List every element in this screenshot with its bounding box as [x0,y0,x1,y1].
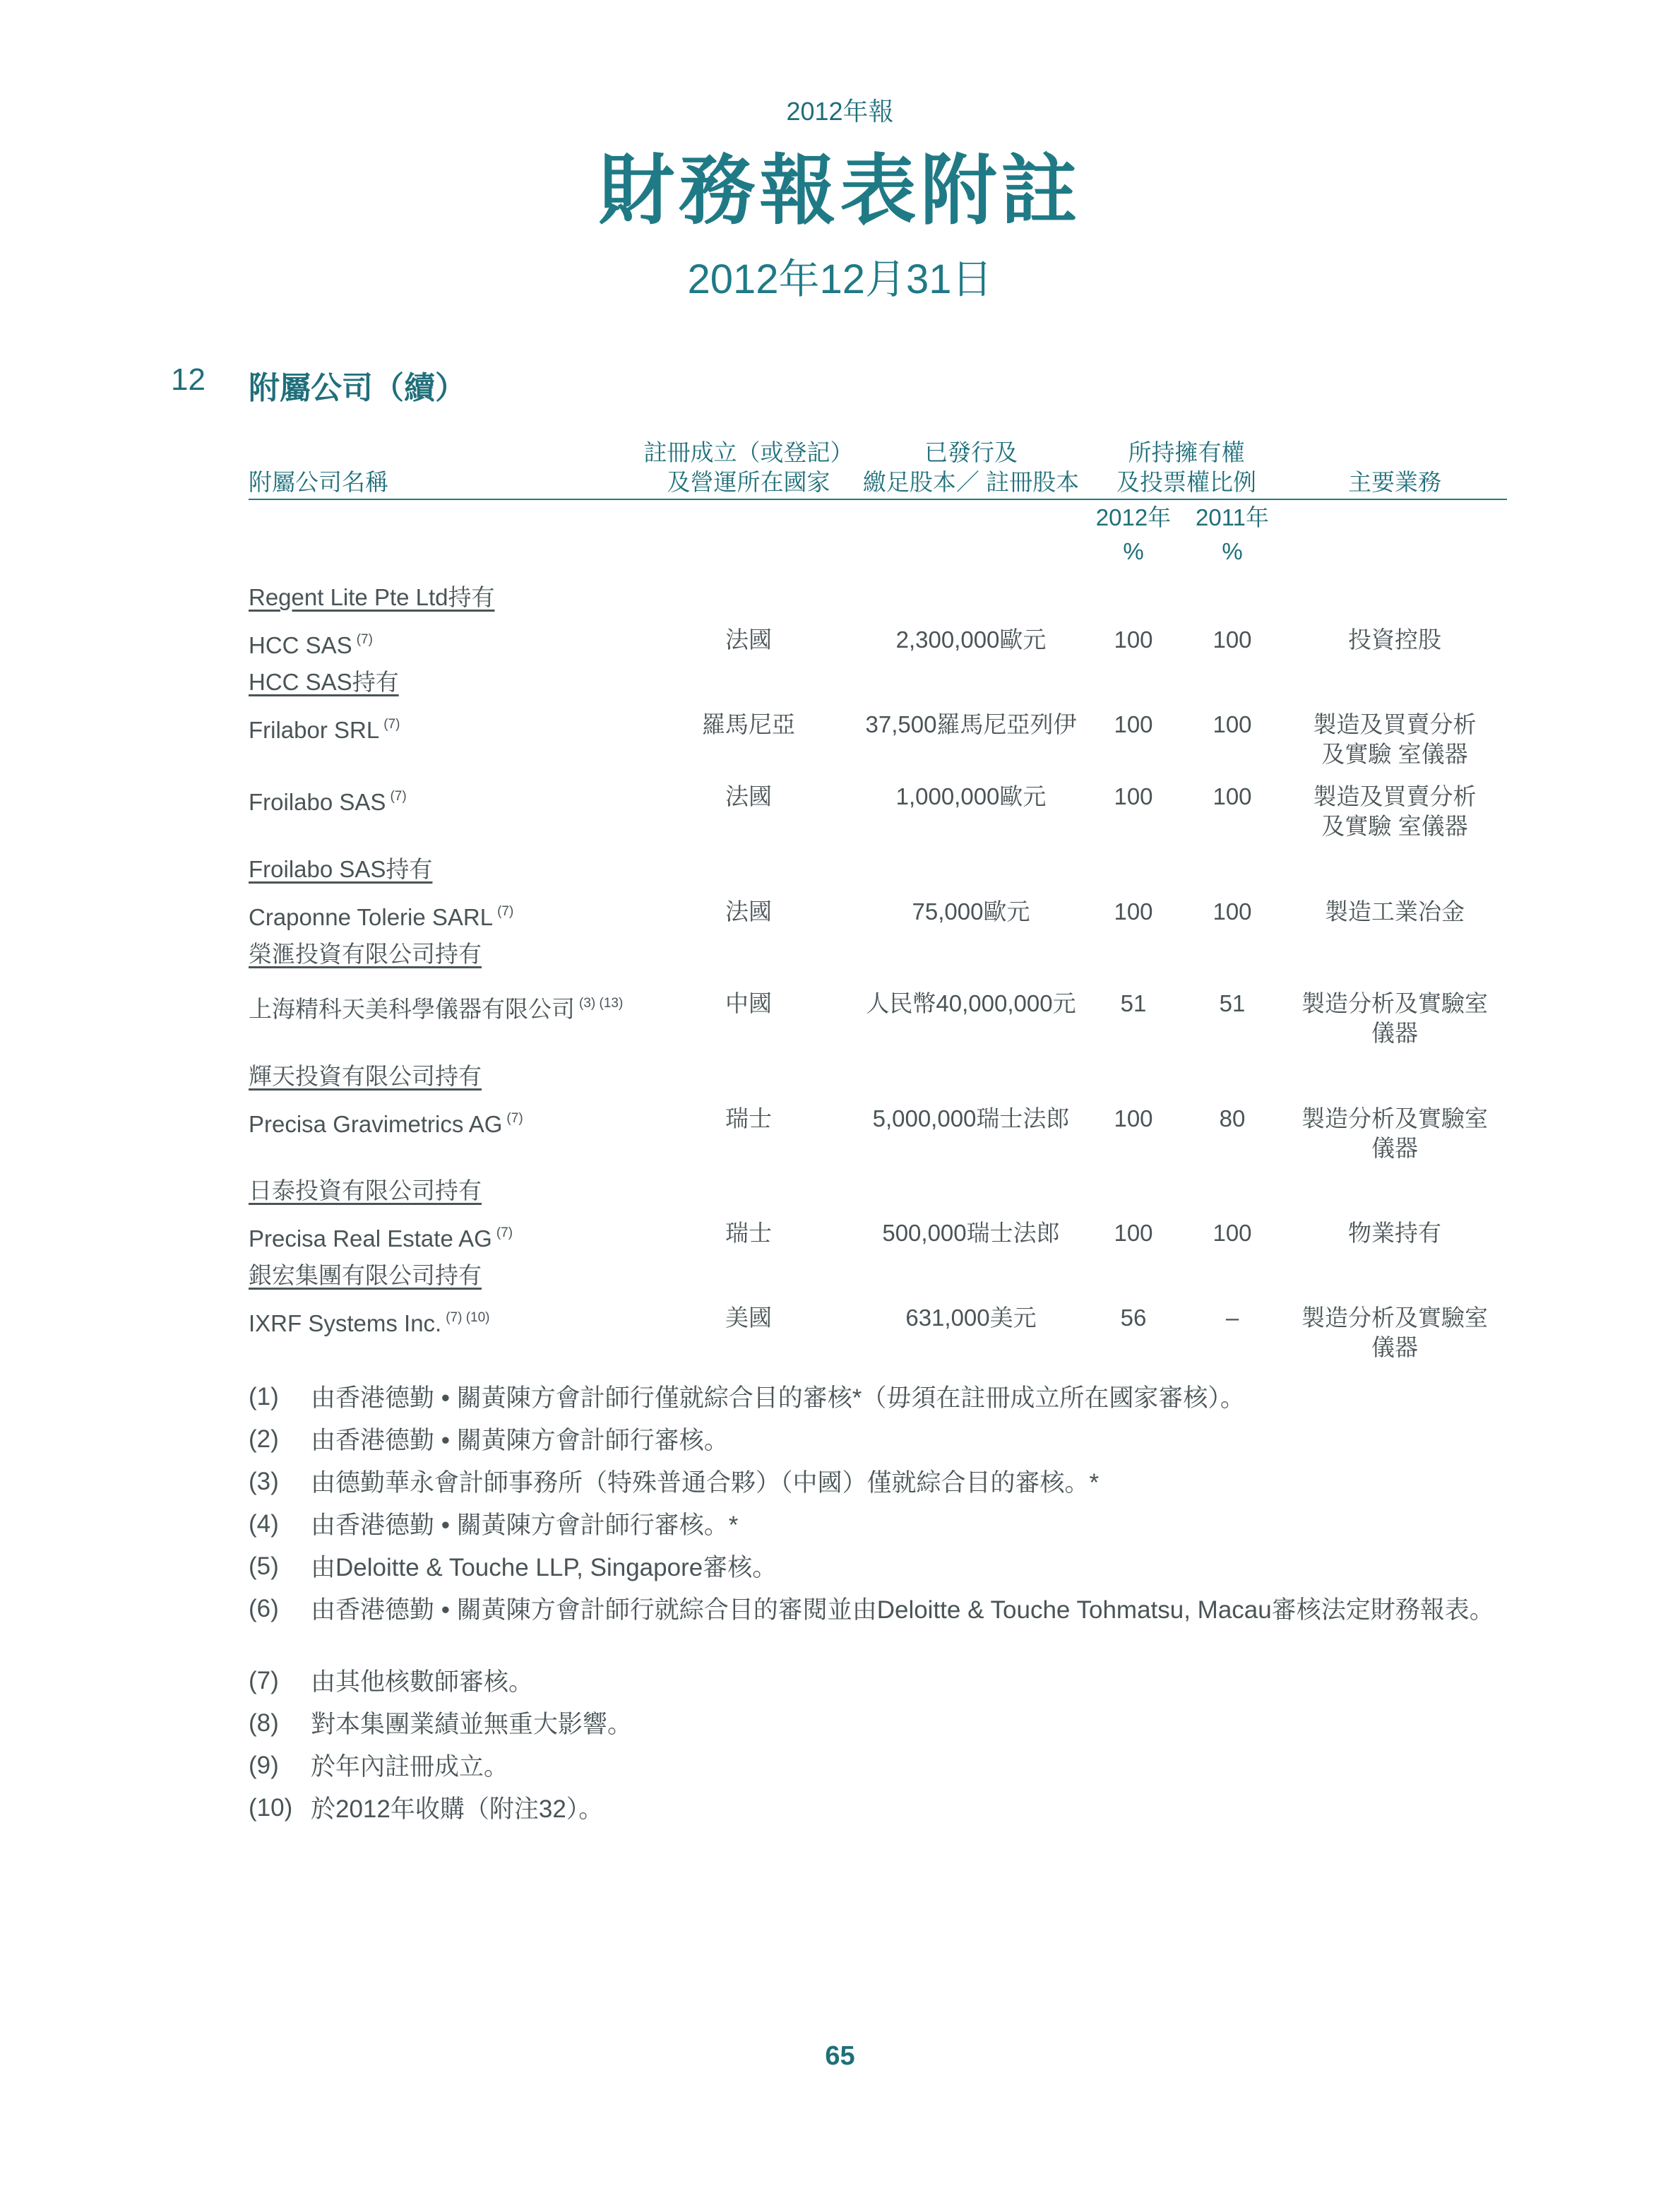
company-name: Craponne Tolerie SARL $^{(7)}$ [249,904,514,930]
ownership-2012: 100 [1114,1220,1153,1246]
ownership-2011: – [1225,1305,1239,1331]
business-line2: 及實驗 室儀器 [1321,813,1468,839]
company-name: Froilabo SAS $^{(7)}$ [249,789,407,815]
company-name: Frilabor SRL $^{(7)}$ [249,717,400,743]
footnote-ref: (7) [390,789,407,804]
ownership-2012: 56 [1120,1305,1147,1331]
note-text: 由德勤華永會計師事務所（特殊普通合夥）（中國）僅就綜合目的審核。* [311,1469,1100,1497]
note-number: (2) [249,1425,279,1453]
footnote-ref: (7) (10) [446,1310,490,1325]
capital: 人民幣40,000,000元 [866,990,1076,1016]
ownership-2011: 51 [1219,990,1246,1016]
header-year-2011: 2011年 [1196,504,1269,530]
ownership-2011: 100 [1213,626,1252,653]
ownership-2012: 100 [1114,783,1153,809]
capital: 5,000,000瑞士法郎 [872,1105,1070,1131]
note-number: (7) [249,1667,279,1694]
header-pct-2012: % [1123,538,1144,564]
header-capital-line2: 繳足股本／ 註冊股本 [862,469,1080,495]
business-line2: 及實驗 室儀器 [1321,741,1468,767]
business-line1: 製造及買賣分析 [1313,783,1477,809]
business-line2: 儀器 [1371,1334,1418,1360]
footnote-ref: (7) [383,717,400,732]
ownership-2012: 100 [1114,626,1153,653]
header-country-line2: 及營運所在國家 [667,469,830,495]
header-ownership-line1: 所持擁有權 [1128,439,1245,465]
company-name: Precisa Real Estate AG $^{(7)}$ [249,1225,513,1252]
note-number: (6) [249,1595,279,1622]
country: 法國 [725,626,772,653]
section-number: 12 [171,362,205,397]
capital: 75,000歐元 [912,898,1030,925]
footnote-ref: (7) [497,904,514,919]
company-name: IXRF Systems Inc. $^{(7) (10)}$ [249,1310,490,1336]
note-number: (4) [249,1510,279,1538]
note-number: (1) [249,1383,279,1410]
business-line1: 製造及買賣分析 [1313,711,1477,737]
group-heading: 榮滙投資有限公司持有 [249,941,482,967]
country: 瑞士 [725,1105,772,1131]
header-pct-2011: % [1222,538,1243,564]
ownership-2011: 100 [1213,898,1252,925]
note-text: 由香港德勤 • 關黃陳方會計師行審核。* [311,1511,739,1539]
footnote-ref: (7) [356,632,373,647]
footnote-ref: (7) [496,1225,513,1240]
capital: 500,000瑞士法郎 [882,1220,1060,1246]
ownership-2012: 51 [1120,990,1147,1016]
country: 美國 [725,1305,772,1331]
business-line1: 製造工業冶金 [1325,898,1465,925]
ownership-2012: 100 [1114,898,1153,925]
footnote-ref: (7) [506,1111,523,1126]
note-text: 於2012年收購（附注32）。 [311,1795,604,1823]
note-text: 對本集團業績並無重大影響。 [311,1711,633,1738]
note-number: (8) [249,1709,279,1737]
group-heading: Regent Lite Pte Ltd持有 [249,584,495,610]
header-country-line1: 註冊成立（或登記） [643,439,854,465]
note-text: 由Deloitte & Touche LLP, Singapore審核。 [311,1554,778,1581]
business-line2: 儀器 [1371,1020,1418,1046]
section-title: 附屬公司（續） [249,371,466,405]
business-line1: 投資控股 [1348,626,1441,653]
group-heading: HCC SAS持有 [249,669,399,695]
header-rule [249,499,1507,500]
header-business: 主要業務 [1348,469,1441,495]
footnote-ref: (3) (13) [579,996,624,1011]
country: 法國 [725,783,772,809]
note-text: 由其他核數師審核。 [311,1668,534,1696]
group-heading: 輝天投資有限公司持有 [249,1063,482,1089]
note-number: (10) [249,1794,293,1822]
ownership-2011: 100 [1213,783,1252,809]
capital: 2,300,000歐元 [895,626,1047,653]
note-number: (9) [249,1752,279,1779]
note-text: 由香港德勤 • 關黃陳方會計師行就綜合目的審閱並由Deloitte & Touche Tohmatsu, Macau審核法定財務報表。 [311,1596,1494,1624]
note-text: 由香港德勤 • 關黃陳方會計師行審核。 [311,1427,729,1454]
business-line1: 物業持有 [1348,1220,1441,1246]
header-capital-line1: 已發行及 [924,439,1018,465]
header-ownership-line2: 及投票權比例 [1116,469,1256,495]
company-name: Precisa Gravimetrics AG $^{(7)}$ [249,1111,523,1137]
business-line1: 製造分析及實驗室 [1301,1105,1488,1131]
ownership-2012: 100 [1114,1105,1153,1131]
note-text: 由香港德勤 • 關黃陳方會計師行僅就綜合目的審核*（毋須在註冊成立所在國家審核）。 [311,1384,1245,1412]
capital: 631,000美元 [905,1305,1037,1331]
ownership-2011: 80 [1219,1105,1246,1131]
ownership-2011: 100 [1213,1220,1252,1246]
business-line2: 儀器 [1371,1135,1418,1161]
note-number: (5) [249,1552,279,1580]
group-heading: 銀宏集團有限公司持有 [249,1262,482,1288]
ownership-2012: 100 [1114,711,1153,737]
business-line1: 製造分析及實驗室 [1301,990,1488,1016]
capital: 1,000,000歐元 [895,783,1047,809]
country: 法國 [725,898,772,925]
country: 瑞士 [725,1220,772,1246]
header-year-2012: 2012年 [1095,504,1172,530]
note-number: (3) [249,1468,279,1495]
country: 中國 [725,990,772,1016]
capital: 37,500羅馬尼亞列伊 [865,711,1077,737]
business-line1: 製造分析及實驗室 [1301,1305,1488,1331]
page-number: 65 [825,2041,855,2071]
header-name: 附屬公司名稱 [249,469,388,495]
ownership-2011: 100 [1213,711,1252,737]
report-year: 2012年報 [786,97,894,126]
company-name: HCC SAS $^{(7)}$ [249,632,373,658]
page-title: 財務報表附註 [598,148,1082,233]
group-heading: Froilabo SAS持有 [249,856,433,882]
company-name: 上海精科天美科學儀器有限公司 $^{(3) (13)}$ [249,996,624,1022]
page-date: 2012年12月31日 [687,256,993,302]
country: 羅馬尼亞 [702,711,795,737]
note-text: 於年內註冊成立。 [311,1753,509,1781]
group-heading: 日泰投資有限公司持有 [249,1177,482,1204]
